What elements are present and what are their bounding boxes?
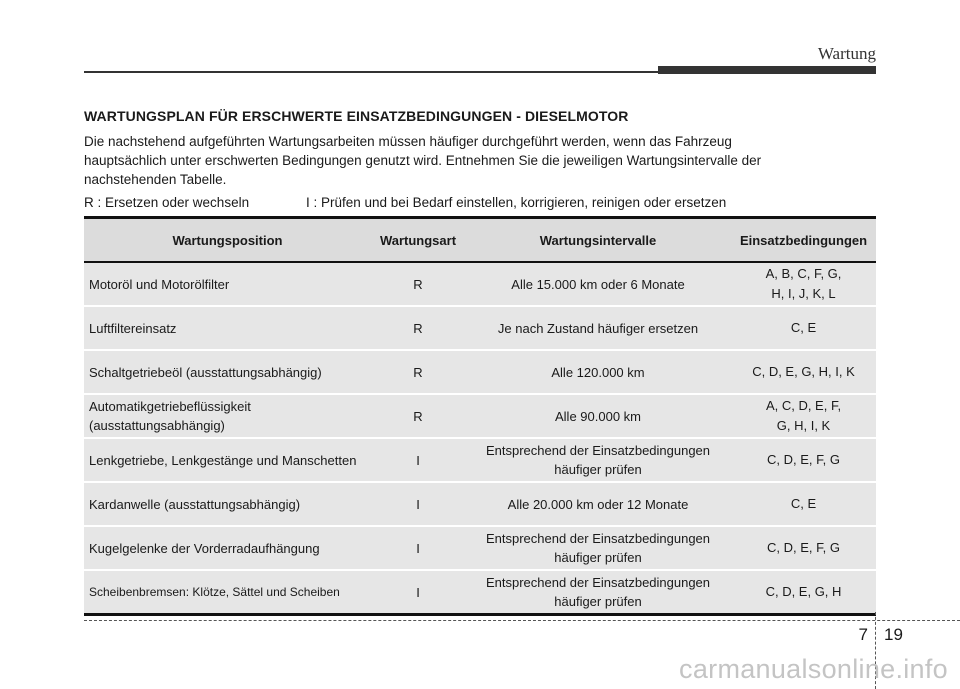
cell-conditions (731, 394, 876, 438)
cell-position (84, 262, 371, 306)
cell-position (84, 306, 371, 350)
intro-line: Die nachstehend aufgeführten Wartungsarbeiten müssen häufiger durchgeführt werden, wenn das Fahrzeug (84, 134, 732, 149)
cell-interval (465, 262, 731, 306)
cell-conditions (731, 526, 876, 570)
header-conditions: Einsatzbedingungen (731, 218, 876, 263)
table-row (84, 570, 876, 615)
cell-interval (465, 438, 731, 482)
cell-conditions-line: G, H, I, K (776, 418, 831, 433)
table-row (84, 394, 876, 438)
cell-conditions (731, 438, 876, 482)
cell-position (84, 526, 371, 570)
cell-conditions-line: C, E (790, 496, 817, 511)
cell-conditions-line: C, D, E, G, H, I, K (752, 364, 855, 379)
cell-position-line: Kugelgelenke der Vorderradaufhängung (89, 540, 320, 556)
cell-interval-line: Alle 15.000 km oder 6 Monate (511, 276, 685, 292)
cell-interval-line: Alle 120.000 km (551, 364, 645, 380)
intro-paragraph (84, 132, 804, 189)
table-row (84, 350, 876, 394)
cell-interval (465, 394, 731, 438)
cell-interval-line: häufiger prüfen (554, 594, 642, 609)
chapter-title: Wartung (817, 44, 876, 63)
cell-conditions-line: C, D, E, F, G (767, 452, 840, 467)
cell-interval-line: Alle 90.000 km (555, 408, 641, 424)
legend-replace: R : Ersetzen oder wechseln (84, 195, 250, 210)
cell-position (84, 482, 371, 526)
cell-position (84, 394, 371, 438)
page-chapter-number: 7 (858, 625, 868, 644)
table-header-row (84, 218, 876, 263)
cell-conditions (731, 350, 876, 394)
header-art: Wartungsart (371, 218, 465, 263)
cell-interval (465, 526, 731, 570)
cell-interval (465, 482, 731, 526)
cell-position-line: Luftfiltereinsatz (89, 320, 177, 336)
header-interval: Wartungsintervalle (465, 218, 731, 263)
cell-position-line: Scheibenbremsen: Klötze, Sättel und Scheiben (89, 584, 340, 599)
intro-line: hauptsächlich unter erschwerten Bedingungen genutzt wird. Entnehmen Sie die jeweiligen Wartungsintervalle der (84, 153, 762, 168)
header-divider (84, 71, 664, 73)
cell-interval-line: Entsprechend der Einsatzbedingungen (485, 531, 711, 546)
table-row (84, 262, 876, 306)
cell-art: R (371, 306, 465, 350)
cell-art: I (371, 526, 465, 570)
cell-conditions-line: A, C, D, E, F, (765, 398, 842, 413)
intro-line: nachstehenden Tabelle. (84, 172, 227, 187)
header-position: Wartungsposition (84, 218, 371, 263)
cell-position-line: Automatikgetriebeflüssigkeit (89, 399, 251, 414)
cell-interval (465, 570, 731, 615)
cell-position (84, 350, 371, 394)
cell-art: R (371, 394, 465, 438)
table-row (84, 306, 876, 350)
cell-conditions-line: C, E (790, 320, 817, 335)
cell-interval (465, 350, 731, 394)
cell-position-line: Lenkgetriebe, Lenkgestänge und Manschetten (89, 452, 357, 468)
cell-conditions (731, 262, 876, 306)
cell-interval-line: Je nach Zustand häufiger ersetzen (497, 320, 699, 336)
cell-interval-line: Alle 20.000 km oder 12 Monate (507, 496, 689, 512)
watermark: carmanualsonline.info (679, 654, 948, 684)
cell-art: R (371, 350, 465, 394)
cell-interval (465, 306, 731, 350)
cell-conditions-line: H, I, J, K, L (771, 286, 836, 301)
table-row (84, 526, 876, 570)
cell-conditions-line: A, B, C, F, G, (765, 266, 842, 281)
cell-position-line: Schaltgetriebeöl (ausstattungsabhängig) (89, 364, 322, 380)
cell-interval-line: häufiger prüfen (554, 550, 642, 565)
cell-conditions (731, 306, 876, 350)
cell-conditions-line: C, D, E, G, H (765, 584, 842, 599)
cell-position (84, 570, 371, 615)
cell-position (84, 438, 371, 482)
page-number: 19 (884, 625, 903, 644)
cell-conditions (731, 482, 876, 526)
cell-conditions-line: C, D, E, F, G (767, 540, 840, 555)
table-row (84, 438, 876, 482)
header-divider-bar (658, 66, 876, 74)
cell-art: I (371, 438, 465, 482)
cell-conditions (731, 570, 876, 615)
cell-interval-line: Entsprechend der Einsatzbedingungen (485, 575, 711, 590)
cell-interval-line: häufiger prüfen (554, 462, 642, 477)
legend-inspect: I : Prüfen und bei Bedarf einstellen, korrigieren, reinigen oder ersetzen (306, 195, 727, 210)
cell-art: I (371, 482, 465, 526)
cell-position-line: (ausstattungsabhängig) (89, 418, 225, 433)
table-body (84, 262, 876, 615)
cell-art: I (371, 570, 465, 615)
cell-position-line: Motoröl und Motorölfilter (89, 276, 230, 292)
cell-art: R (371, 262, 465, 306)
cell-position-line: Kardanwelle (ausstattungsabhängig) (89, 496, 301, 512)
section-title: WARTUNGSPLAN FÜR ERSCHWERTE EINSATZBEDINGUNGEN - DIESELMOTOR (84, 108, 629, 124)
maintenance-table (84, 216, 876, 616)
table-row (84, 482, 876, 526)
cell-interval-line: Entsprechend der Einsatzbedingungen (485, 443, 711, 458)
footer-divider (84, 620, 960, 621)
